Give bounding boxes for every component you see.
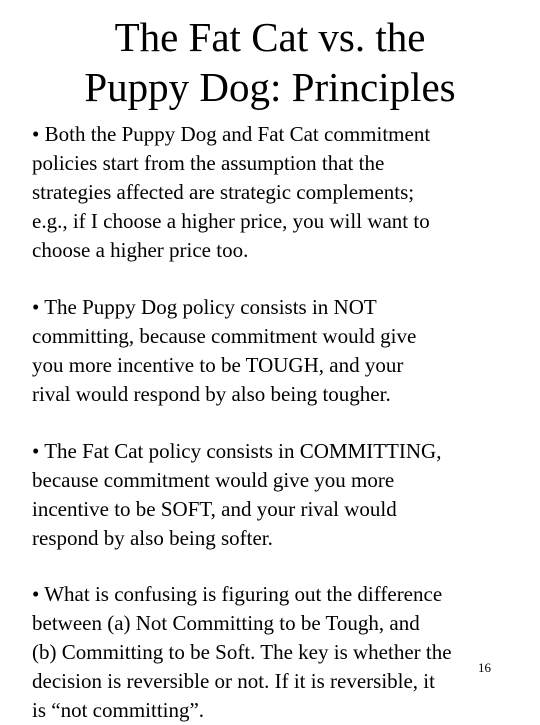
slide-title (0, 12, 540, 112)
bullet-line: choose a higher price too. (32, 238, 249, 262)
bullet-line: between (a) Not Committing to be Tough, and (32, 611, 420, 635)
slide-title-line-2: Puppy Dog: Principles (84, 64, 456, 110)
bullet-line: e.g., if I choose a higher price, you will want to (32, 209, 430, 233)
bullet-line: rival would respond by also being tougher. (32, 382, 391, 406)
bullet-fat-cat-policy (32, 437, 517, 553)
slide-number: 16 (478, 660, 491, 675)
slide-title-line-1: The Fat Cat vs. the (114, 14, 426, 60)
bullet-line: incentive to be SOFT, and your rival would (32, 497, 397, 521)
bullet-line: • The Puppy Dog policy consists in NOT (32, 295, 377, 319)
bullet-line: committing, because commitment would give (32, 324, 417, 348)
bullet-line: • Both the Puppy Dog and Fat Cat commitment (32, 122, 431, 146)
bullet-confusing-difference (32, 580, 517, 725)
bullet-line: respond by also being softer. (32, 526, 273, 550)
bullet-puppy-dog-policy (32, 293, 517, 409)
bullet-line: policies start from the assumption that the (32, 151, 385, 175)
bullet-line: • What is confusing is figuring out the difference (32, 582, 443, 606)
bullet-line: is “not committing”. (32, 698, 205, 722)
bullet-commitment-assumption (32, 120, 517, 265)
bullet-line: (b) Committing to be Soft. The key is whether the (32, 640, 452, 664)
bullet-line: decision is reversible or not. If it is reversible, it (32, 669, 435, 693)
bullet-line: you more incentive to be TOUGH, and your (32, 353, 404, 377)
bullet-line: because commitment would give you more (32, 468, 395, 492)
bullet-line: strategies affected are strategic complements; (32, 180, 415, 204)
bullet-line: • The Fat Cat policy consists in COMMITTING, (32, 439, 442, 463)
